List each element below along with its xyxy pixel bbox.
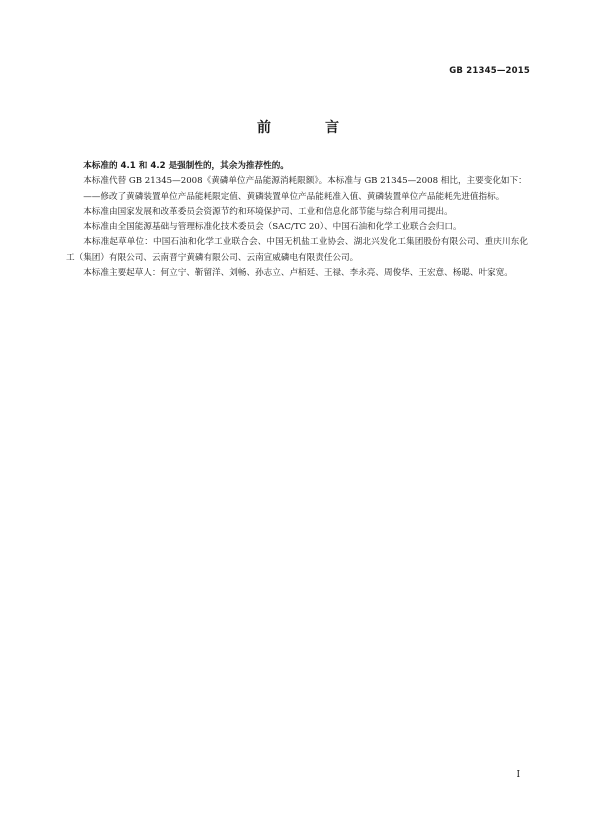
drafting-units-statement: 本标准起草单位：中国石油和化学工业联合会、中国无机盐工业协会、湖北兴发化工集团股份有限公司、重庆川东化工（集团）有限公司、云南晋宁黄磷有限公司、云南宣威磷电有限责任公司。 <box>66 237 528 263</box>
document-body <box>66 159 528 281</box>
mandatory-clause-statement: 本标准的 4.1 和 4.2 是强制性的，其余为推荐性的。 <box>83 161 289 171</box>
replacement-statement: 本标准代替 GB 21345—2008《黄磷单位产品能源消耗限额》。本标准与 GB 21345—2008 相比，主要变化如下： <box>83 176 527 187</box>
page-title: 前 言 <box>257 120 359 136</box>
page-number: I <box>516 770 520 780</box>
change-list-item: ——修改了黄磷装置单位产品能耗限定值、黄磷装置单位产品能耗准入值、黄磷装置单位产品能耗先进值指标。 <box>83 191 505 202</box>
proposer-statement: 本标准由国家发展和改革委员会资源节约和环境保护司、工业和信息化部节能与综合利用司提出。 <box>83 206 453 217</box>
standard-code: GB 21345—2015 <box>449 66 530 76</box>
drafters-statement: 本标准主要起草人：何立宁、靳留洋、刘畅、孙志立、卢栢廷、王禄、李永亮、周俊华、王宏意、杨聪、叶家宽。 <box>83 268 513 279</box>
committee-statement: 本标准由全国能源基础与管理标准化技术委员会（SAC/TC 20）、中国石油和化学工业联合会归口。 <box>83 222 462 233</box>
